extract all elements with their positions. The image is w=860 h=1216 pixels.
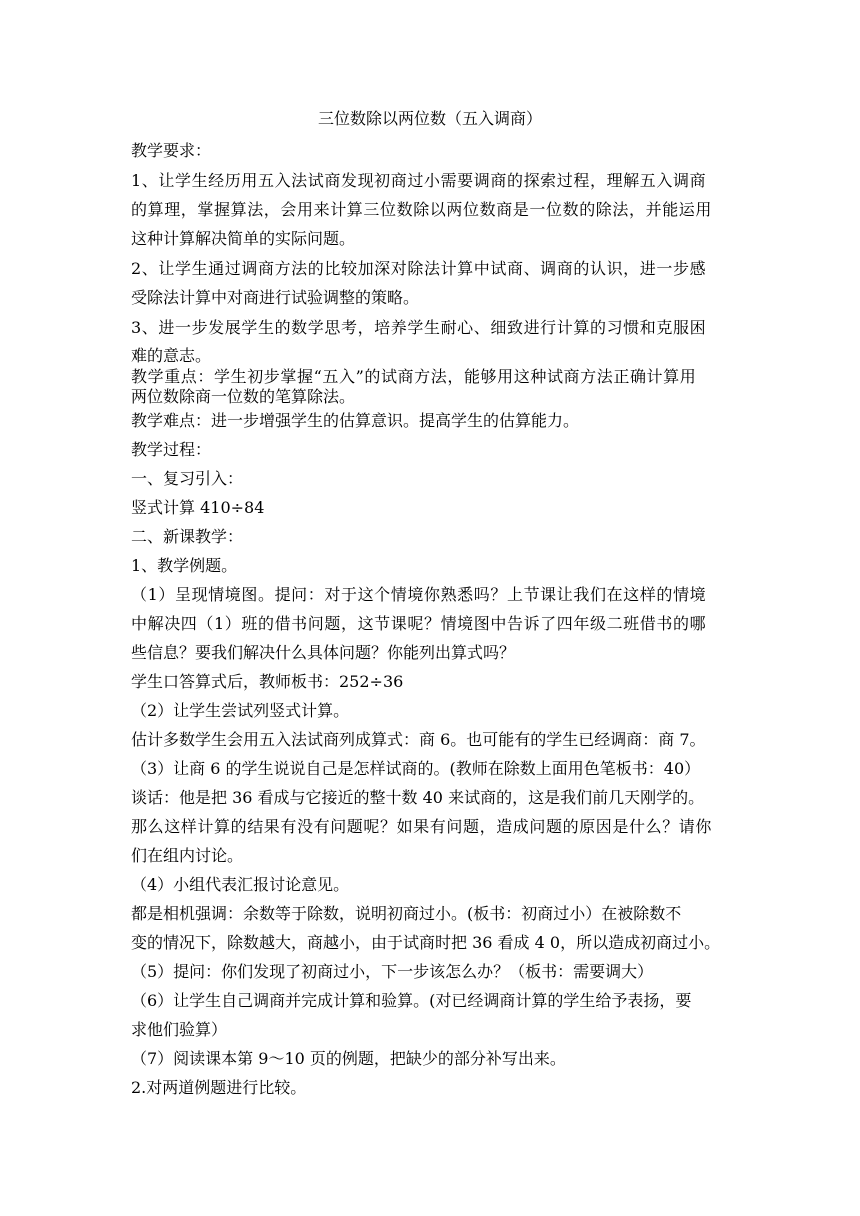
paragraph-line: （2）让学生尝试列竖式计算。 [131, 701, 350, 720]
paragraph-line: （6）让学生自己调商并完成计算和验算。(对已经调商计算的学生给予表扬，要 [131, 991, 692, 1010]
paragraph-line: 竖式计算 410÷84 [131, 498, 265, 517]
paragraph-line: （3）让商 6 的学生说说自己是怎样试商的。(教师在除数上面用色笔板书：40） [131, 759, 701, 778]
section-heading-review: 一、复习引入： [131, 469, 244, 488]
paragraph-line: 中解决四（1）班的借书问题，这节课呢？情境图中告诉了四年级二班借书的哪 [131, 614, 707, 633]
paragraph-line: 这种计算解决简单的实际问题。 [131, 229, 356, 248]
paragraph-line: 都是相机强调：余数等于除数，说明初商过小。(板书：初商过小）在被除数不 [131, 904, 682, 923]
paragraph-line: （1）呈现情境图。提问：对于这个情境你熟悉吗？上节课让我们在这样的情境 [131, 585, 707, 604]
paragraph-line: 学生口答算式后，教师板书：252÷36 [131, 672, 404, 691]
paragraph-line: 估计多数学生会用五入法试商列成算式：商 6。也可能有的学生已经调商：商 7。 [131, 730, 706, 749]
paragraph-line: 变的情况下，除数越大，商越小，由于试商时把 36 看成 4 0，所以造成初商过小。 [131, 933, 721, 952]
paragraph-line: 两位数除商一位数的笔算除法。 [131, 387, 356, 406]
paragraph-line: 1、让学生经历用五入法试商发现初商过小需要调商的探索过程，理解五入调商 [131, 171, 707, 190]
paragraph-line: 1、教学例题。 [131, 556, 238, 575]
paragraph-line: 难的意志。 [131, 346, 212, 365]
paragraph-line: 2.对两道例题进行比较。 [131, 1078, 307, 1097]
paragraph-line: 那么这样计算的结果有没有问题呢？如果有问题，造成问题的原因是什么？请你 [131, 817, 713, 836]
paragraph-line: （5）提问：你们发现了初商过小，下一步该怎么办？（板书：需要调大） [131, 962, 654, 981]
paragraph-line: 2、让学生通过调商方法的比较加深对除法计算中试商、调商的认识，进一步感 [131, 259, 707, 278]
document-title: 三位数除以两位数（五入调商） [317, 109, 542, 128]
paragraph-line: 求他们验算） [131, 1020, 228, 1039]
paragraph-line: 受除法计算中对商进行试验调整的策略。 [131, 288, 420, 307]
paragraph-line: 些信息？要我们解决什么具体问题？你能列出算式吗？ [131, 643, 516, 662]
paragraph-line: 们在组内讨论。 [131, 846, 244, 865]
paragraph-line: 3、进一步发展学生的数学思考，培养学生耐心、细致进行计算的习惯和克服困 [131, 318, 707, 337]
paragraph-line: 的算理，掌握算法，会用来计算三位数除以两位数商是一位数的除法，并能运用 [131, 200, 713, 219]
paragraph-line: 教学难点：进一步增强学生的估算意识。提高学生的估算能力。 [131, 411, 580, 430]
paragraph-line: （4）小组代表汇报讨论意见。 [131, 875, 350, 894]
section-heading-requirements: 教学要求： [131, 141, 212, 160]
paragraph-line: 教学重点：学生初步掌握“五入”的试商方法，能够用这种试商方法正确计算用 [131, 367, 697, 386]
section-heading-new-lesson: 二、新课教学： [131, 527, 244, 546]
paragraph-line: 谈话：他是把 36 看成与它接近的整十数 40 来试商的，这是我们前几天刚学的。 [131, 788, 705, 807]
section-heading-process: 教学过程： [131, 440, 212, 459]
paragraph-line: （7）阅读课本第 9～10 页的例题，把缺少的部分补写出来。 [131, 1049, 566, 1068]
